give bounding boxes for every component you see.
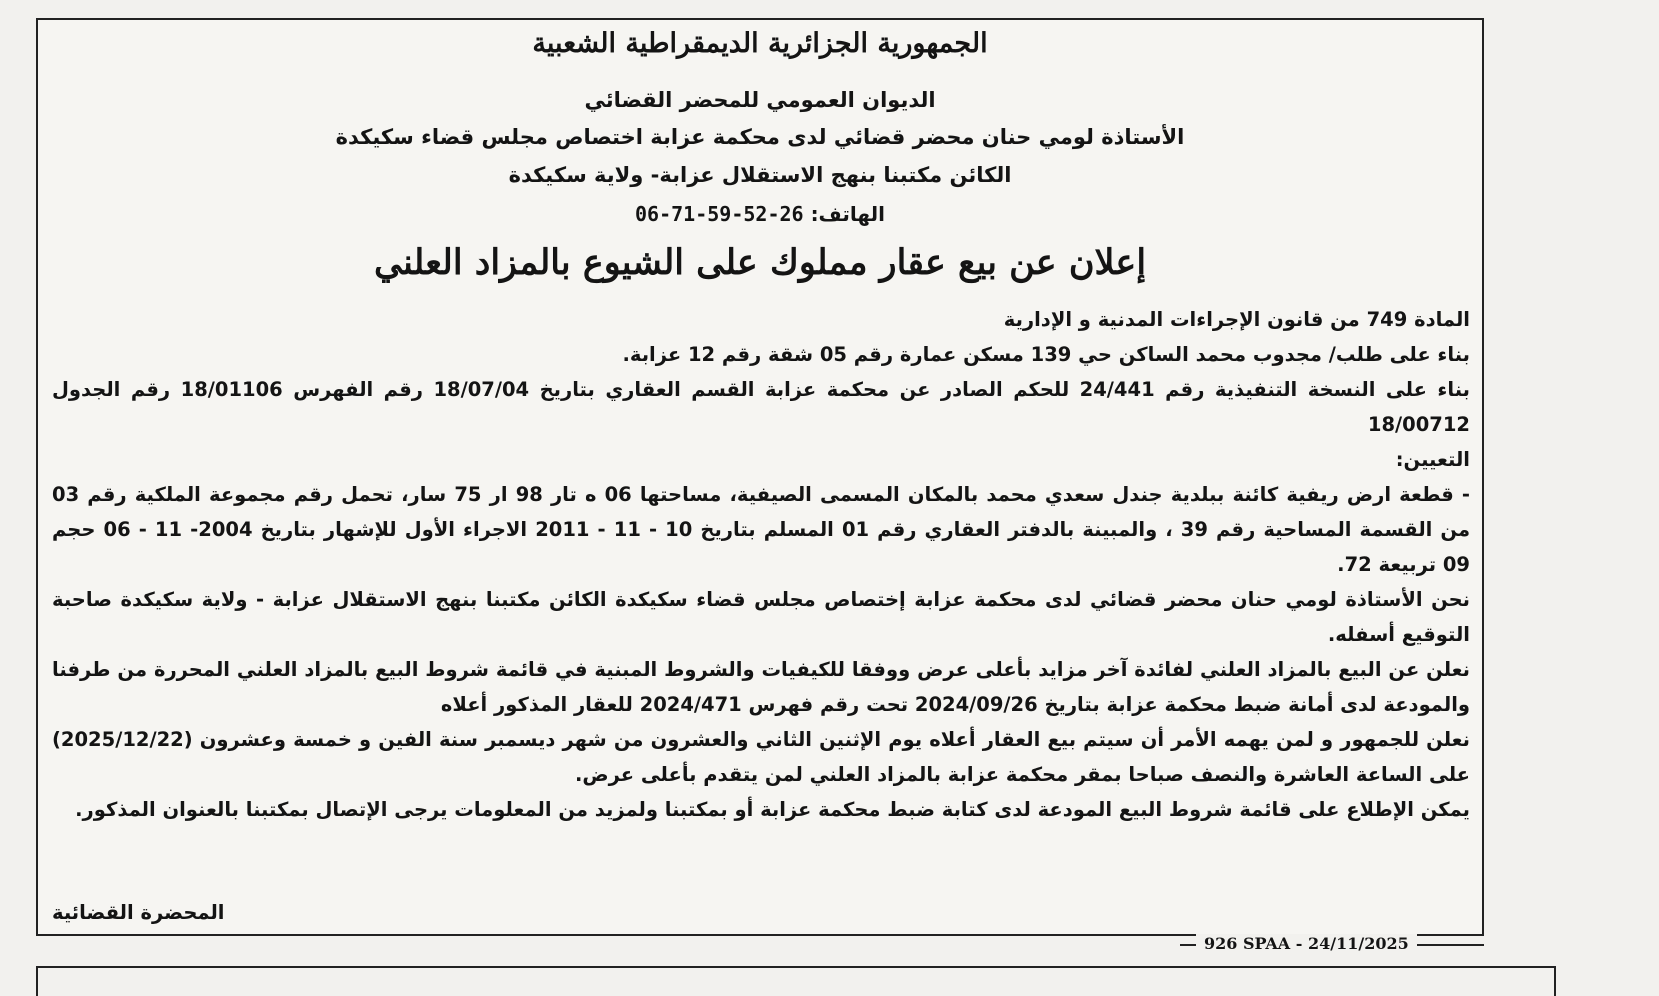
next-notice-border	[36, 966, 1556, 996]
phone-label: الهاتف:	[810, 202, 885, 226]
signature-line: المحضرة القضائية	[52, 901, 225, 924]
designation-text: - قطعة ارض ريفية كائنة ببلدية جندل سعدي محمد بالمكان المسمى الصيفية، مساحتها 06 ه تار 98 ار 75 سار، تحمل رقم مجموعة الملكية رقم 03 من القسمة المساحية رقم 39 ، والمبينة بالدفتر العقاري رقم 01 المسلم بتاريخ 10 - 11 - 2011 الاجراء الأول للإشهار بتاريخ 2004- 11 - 06 حجم 09 تربيعة 72.	[52, 483, 1471, 576]
footer-reference: 926 SPAA - 24/11/2025	[1196, 934, 1417, 953]
notice-title: إعلان عن بيع عقار مملوك على الشيوع بالمزاد العلني	[373, 242, 1147, 283]
office-heading: الديوان العمومي للمحضر القضائي	[584, 88, 936, 112]
designation-label: التعيين:	[1395, 448, 1470, 471]
republic-heading: الجمهورية الجزائرية الديمقراطية الشعبية	[532, 28, 988, 59]
request-line: بناء على طلب/ مجدوب محمد الساكن حي 139 مسكن عمارة رقم 05 شقة رقم 12 عزابة.	[622, 343, 1470, 366]
sale-announcement: نعلن عن البيع بالمزاد العلني لفائدة آخر مزايد بأعلى عرض ووفقا للكيفيات والشروط المبنية في قائمة شروط البيع بالمزاد العلني المحررة من طرفنا والمودعة لدى أمانة ضبط محكمة عزابة بتاريخ 2024/09/26 تحت رقم فهرس 2024/471 للعقار المذكور أعلاه	[52, 658, 1470, 716]
auction-notice	[36, 18, 1484, 936]
bailiff-line: الأستاذة لومي حنان محضر قضائي لدى محكمة عزابة اختصاص مجلس قضاء سكيكدة	[335, 125, 1185, 149]
enforcement-line: بناء على النسخة التنفيذية رقم 24/441 للحكم الصادر عن محكمة عزابة القسم العقاري بتاريخ 18/07/04 رقم الفهرس 18/01106 رقم الجدول 18/00712	[52, 378, 1470, 436]
phone-number: 06-71-59-52-26	[635, 202, 804, 226]
consultation-info: يمكن الإطلاع على قائمة شروط البيع المودعة لدى كتابة ضبط محكمة عزابة أو بمكتبنا ولمزيد من المعلومات يرجى الإتصال بمكتبنا بالعنوان المذكور.	[75, 798, 1470, 821]
phone-line	[38, 202, 1482, 226]
address-line: الكائن مكتبنا بنهج الاستقلال عزابة- ولاية سكيكدة	[508, 163, 1012, 187]
bailiff-statement: نحن الأستاذة لومي حنان محضر قضائي لدى محكمة عزابة إختصاص مجلس قضاء سكيكدة الكائن مكتبنا بنهج الاستقلال عزابة - ولاية سكيكدة صاحبة التوقيع أسفله.	[52, 588, 1470, 646]
notice-body	[52, 302, 1470, 827]
article-line: المادة 749 من قانون الإجراءات المدنية و الإدارية	[1003, 308, 1470, 331]
sale-date: نعلن للجمهور و لمن يهمه الأمر أن سيتم بيع العقار أعلاه يوم الإثنين الثاني والعشرون من شهر ديسمبر سنة الفين و خمسة وعشرون (2025/12/22) على الساعة العاشرة والنصف صباحا بمقر محكمة عزابة بالمزاد العلني لمن يتقدم بأعلى عرض.	[52, 728, 1470, 786]
